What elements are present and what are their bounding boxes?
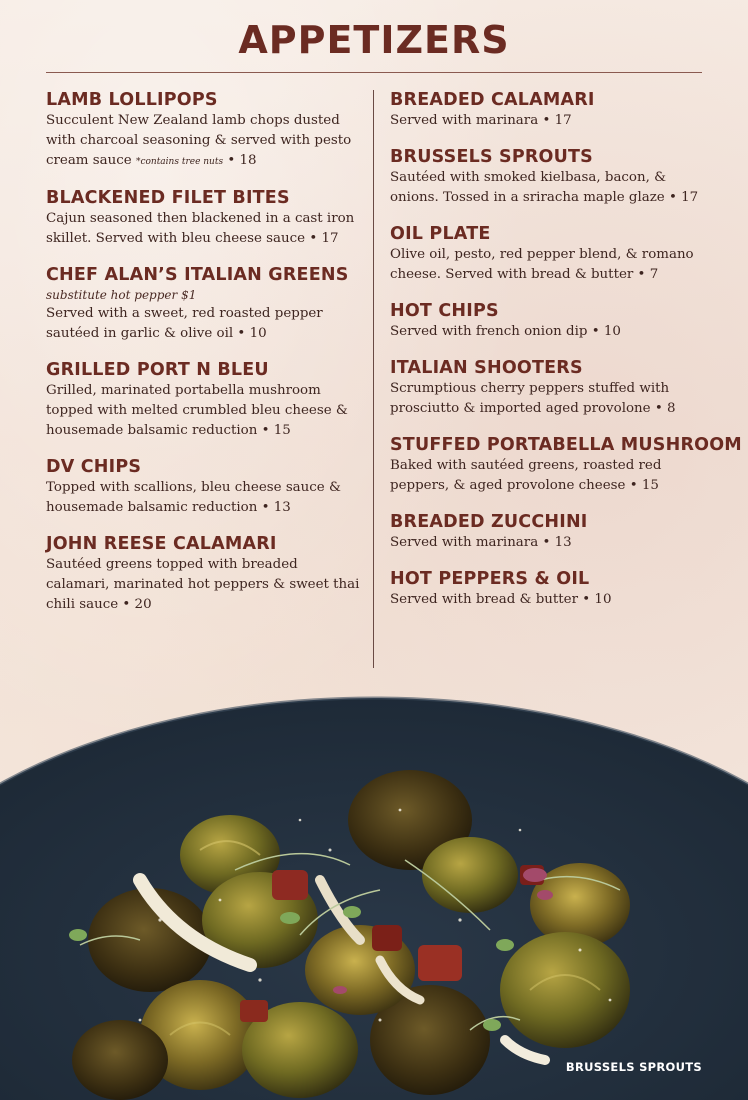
menu-column-right	[390, 89, 742, 625]
menu-item-name: OIL PLATE	[390, 224, 491, 244]
menu-item	[46, 264, 361, 344]
menu-item-name: HOT CHIPS	[390, 301, 499, 321]
menu-item-description	[46, 209, 361, 249]
title-divider	[46, 72, 702, 73]
page-title: APPETIZERS	[238, 18, 510, 62]
menu-item	[46, 89, 361, 172]
menu-item-desc-text: Scrumptious cherry peppers stuffed with prosciutto & imported aged provolone	[390, 381, 670, 416]
menu-item-description	[390, 590, 705, 610]
menu-item-description	[390, 379, 705, 419]
menu-item-desc-text: Succulent New Zealand lamb chops dusted with charcoal seasoning & served with pesto cream sauce	[46, 113, 352, 168]
menu-item	[390, 89, 705, 131]
menu-item-description	[46, 111, 361, 172]
menu-item-description	[46, 555, 361, 615]
menu-item-name: STUFFED PORTABELLA MUSHROOM	[390, 435, 742, 455]
menu-item-price: • 10	[591, 324, 621, 339]
menu-item-description	[46, 304, 361, 344]
menu-column-left	[46, 89, 361, 630]
menu-item-name: ITALIAN SHOOTERS	[390, 358, 583, 378]
menu-item-desc-text: Baked with sautéed greens, roasted red peppers, & aged provolone cheese	[390, 458, 662, 493]
menu-item-description	[390, 533, 705, 553]
menu-item-price: • 17	[542, 113, 572, 128]
menu-item-desc-text: Sautéed greens topped with breaded calamari, marinated hot peppers & sweet thai chili sauce	[46, 557, 360, 612]
photo-caption: BRUSSELS SPROUTS	[565, 1060, 702, 1074]
menu-item-price: • 13	[542, 535, 572, 550]
menu-item-price: • 20	[122, 597, 152, 612]
menu-item	[46, 533, 361, 615]
menu-item-name: HOT PEPPERS & OIL	[390, 569, 590, 589]
menu-item-desc-text: Olive oil, pesto, red pepper blend, & romano cheese. Served with bread & butter	[390, 247, 694, 282]
menu-item-desc-text: Served with bread & butter	[390, 592, 578, 607]
menu-item-desc-text: Served with marinara	[390, 113, 539, 128]
menu-item-name: DV CHIPS	[46, 457, 142, 477]
menu-item	[390, 146, 705, 208]
menu-item-name: JOHN REESE CALAMARI	[46, 534, 277, 554]
menu-item-substitution: substitute hot pepper $1	[46, 288, 197, 302]
column-divider	[373, 90, 374, 668]
menu-item-desc-text: Topped with scallions, bleu cheese sauce & housemade balsamic reduction	[46, 480, 341, 515]
food-photo	[0, 690, 748, 1100]
menu-item	[390, 357, 705, 419]
menu-item-price: • 15	[261, 423, 291, 438]
menu-item-name: BREADED CALAMARI	[390, 90, 595, 110]
menu-item-desc-text: Served with marinara	[390, 535, 539, 550]
menu-item-desc-text: Served with french onion dip	[390, 324, 588, 339]
menu-item-name: BLACKENED FILET BITES	[46, 188, 290, 208]
menu-item-price: • 7	[637, 267, 659, 282]
brussels-sprouts-photo	[0, 690, 748, 1100]
menu-item	[46, 456, 361, 518]
menu-item	[390, 568, 705, 610]
menu-item-price: • 8	[654, 401, 676, 416]
menu-item	[390, 300, 705, 342]
menu-item-description	[390, 168, 705, 208]
menu-item-description	[390, 245, 705, 285]
menu-item-description	[390, 322, 705, 342]
menu-item-name: BREADED ZUCCHINI	[390, 512, 588, 532]
menu-item	[390, 511, 705, 553]
menu-item-description	[390, 111, 705, 131]
menu-item	[46, 187, 361, 249]
menu-item-price: • 15	[629, 478, 659, 493]
menu-item-desc-text: Sautéed with smoked kielbasa, bacon, & onions. Tossed in a sriracha maple glaze	[390, 170, 667, 205]
menu-item	[46, 359, 361, 441]
menu-item-description	[46, 478, 361, 518]
menu-item-description	[46, 381, 361, 441]
menu-item	[390, 434, 742, 496]
menu-item-price: • 17	[309, 231, 339, 246]
menu-item-name: GRILLED PORT N BLEU	[46, 360, 269, 380]
menu-item-price: • 13	[261, 500, 291, 515]
menu-item-description	[390, 456, 705, 496]
menu-item-name: LAMB LOLLIPOPS	[46, 90, 218, 110]
menu-item-desc-text: Grilled, marinated portabella mushroom topped with melted crumbled bleu cheese & housemade balsamic reduction	[46, 383, 348, 438]
menu-item-price: • 10	[582, 592, 612, 607]
menu-item	[390, 223, 705, 285]
menu-item-name: CHEF ALAN’S ITALIAN GREENS	[46, 265, 349, 285]
menu-item-name: BRUSSELS SPROUTS	[390, 147, 593, 167]
menu-item-price: • 18	[227, 153, 257, 168]
menu-item-price: • 17	[669, 190, 699, 205]
menu-item-note: *contains tree nuts	[135, 157, 224, 167]
menu-item-desc-text: Cajun seasoned then blackened in a cast iron skillet. Served with bleu cheese sauce	[46, 211, 355, 246]
menu-item-price: • 10	[237, 326, 267, 341]
menu-item-desc-text: Served with a sweet, red roasted pepper sautéed in garlic & olive oil	[46, 306, 323, 341]
